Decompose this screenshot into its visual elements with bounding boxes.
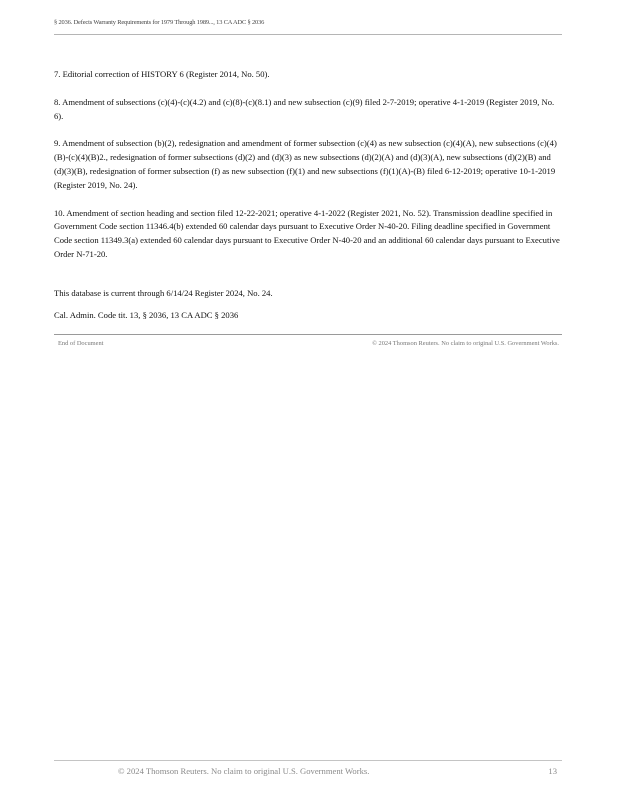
citation: Cal. Admin. Code tit. 13, § 2036, 13 CA ADC § 2036 — [54, 310, 239, 320]
document-meta — [54, 287, 562, 331]
footer-copyright: © 2024 Thomson Reuters. No claim to original U.S. Government Works. — [118, 766, 370, 776]
end-of-document-divider — [54, 334, 562, 335]
history-note-8: 8. Amendment of subsections (c)(4)-(c)(4.2) and (c)(8)-(c)(8.1) and new subsection (c)(9) filed 2-7-2019; operative 4-1-2019 (Register 2019, No. 6). — [54, 96, 555, 121]
history-note-10: 10. Amendment of section heading and section filed 12-22-2021; operative 4-1-2022 (Register 2021, No. 52). Transmission deadline specified in Government Code section 11346.4(b) extended 60 calendar days pursuant to Executive Order N-40-20. Filing deadline specified in Government Code section 11349.3(a) extended 60 calendar days pursuant to Executive Order N-40-20 and an additional 60 calendar days pursuant to Executive Order N-71-20. — [54, 207, 560, 259]
end-of-document-label: End of Document — [58, 340, 104, 347]
history-note-7: 7. Editorial correction of HISTORY 6 (Register 2014, No. 50). — [54, 69, 270, 79]
header-divider — [54, 34, 562, 35]
end-of-document-copyright: © 2024 Thomson Reuters. No claim to original U.S. Government Works. — [372, 340, 559, 347]
database-status: This database is current through 6/14/24 Register 2024, No. 24. — [54, 288, 273, 298]
page-number: 13 — [548, 766, 557, 776]
history-notes — [54, 68, 562, 262]
footer-divider — [54, 760, 562, 761]
history-note-9: 9. Amendment of subsection (b)(2), redesignation and amendment of former subsection (c)(4) as new subsection (c)(4)(A), new subsections (c)(4)(B)-(c)(4)(B)2., redesignation of former subsections (d)(2) and (d)(3) as new subsections (d)(2)(A) and (d)(3)(A), new subsections (d)(2)(B) and (d)(3)(B), redesignation of former subsection (f) as new subsection (f)(1) and new subsections (f)(1)(A)-(B) filed 6-12-2019; operative 10-1-2019 (Register 2019, No. 24). — [54, 138, 557, 190]
running-header: § 2036. Defects Warranty Requirements for 1979 Through 1989..., 13 CA ADC § 2036 — [54, 19, 265, 26]
